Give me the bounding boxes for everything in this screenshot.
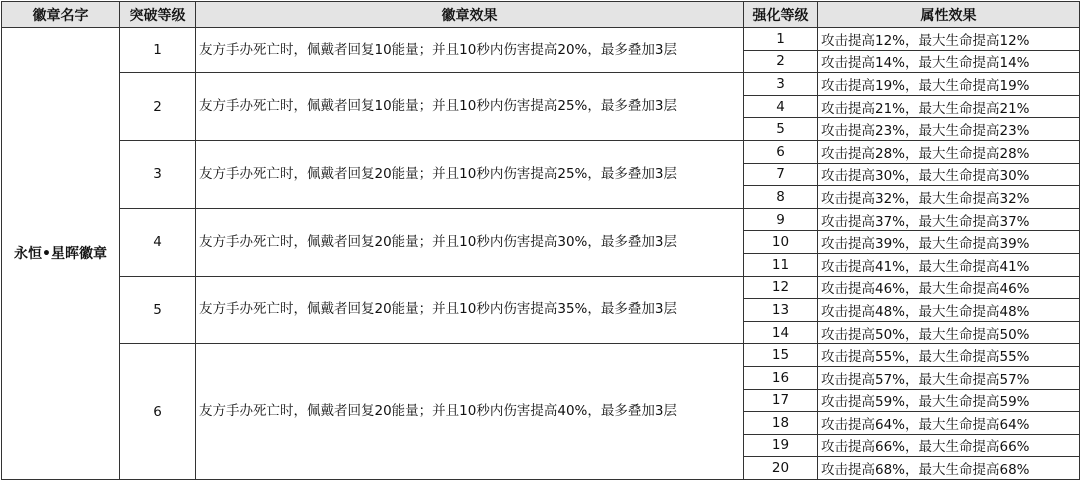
attribute-effect-cell: 攻击提高64%，最大生命提高64% bbox=[818, 412, 1080, 435]
breakthrough-level-cell: 2 bbox=[120, 73, 196, 141]
badge-table bbox=[1, 1, 1080, 480]
attribute-effect-cell: 攻击提高68%，最大生命提高68% bbox=[818, 457, 1080, 480]
header-badge-name: 徽章名字 bbox=[2, 2, 120, 28]
attribute-effect-cell: 攻击提高32%，最大生命提高32% bbox=[818, 186, 1080, 209]
enhance-level-cell: 14 bbox=[744, 321, 818, 344]
enhance-level-cell: 15 bbox=[744, 344, 818, 367]
enhance-level-cell: 8 bbox=[744, 186, 818, 209]
attribute-effect-cell: 攻击提高46%，最大生命提高46% bbox=[818, 276, 1080, 299]
enhance-level-cell: 13 bbox=[744, 299, 818, 322]
enhance-level-cell: 18 bbox=[744, 412, 818, 435]
enhance-level-cell: 3 bbox=[744, 73, 818, 96]
badge-effect-cell: 友方手办死亡时，佩戴者回复20能量；并且10秒内伤害提高25%，最多叠加3层 bbox=[196, 140, 744, 208]
attribute-effect-cell: 攻击提高23%，最大生命提高23% bbox=[818, 118, 1080, 141]
header-attribute: 属性效果 bbox=[818, 2, 1080, 28]
breakthrough-level-cell: 5 bbox=[120, 276, 196, 344]
badge-effect-cell: 友方手办死亡时，佩戴者回复20能量；并且10秒内伤害提高35%，最多叠加3层 bbox=[196, 276, 744, 344]
table-body bbox=[2, 28, 1080, 480]
attribute-effect-cell: 攻击提高50%，最大生命提高50% bbox=[818, 321, 1080, 344]
enhance-level-cell: 17 bbox=[744, 389, 818, 412]
table-row bbox=[2, 208, 1080, 231]
header-breakthrough: 突破等级 bbox=[120, 2, 196, 28]
attribute-effect-cell: 攻击提高30%，最大生命提高30% bbox=[818, 163, 1080, 186]
table-row bbox=[2, 276, 1080, 299]
enhance-level-cell: 16 bbox=[744, 366, 818, 389]
attribute-effect-cell: 攻击提高12%，最大生命提高12% bbox=[818, 28, 1080, 51]
enhance-level-cell: 5 bbox=[744, 118, 818, 141]
table-row bbox=[2, 73, 1080, 96]
attribute-effect-cell: 攻击提高19%，最大生命提高19% bbox=[818, 73, 1080, 96]
header-enhance: 强化等级 bbox=[744, 2, 818, 28]
badge-effect-cell: 友方手办死亡时，佩戴者回复10能量；并且10秒内伤害提高25%，最多叠加3层 bbox=[196, 73, 744, 141]
enhance-level-cell: 19 bbox=[744, 434, 818, 457]
breakthrough-level-cell: 1 bbox=[120, 28, 196, 73]
attribute-effect-cell: 攻击提高14%，最大生命提高14% bbox=[818, 50, 1080, 73]
enhance-level-cell: 6 bbox=[744, 140, 818, 163]
attribute-effect-cell: 攻击提高48%，最大生命提高48% bbox=[818, 299, 1080, 322]
attribute-effect-cell: 攻击提高55%，最大生命提高55% bbox=[818, 344, 1080, 367]
attribute-effect-cell: 攻击提高41%，最大生命提高41% bbox=[818, 253, 1080, 276]
header-row bbox=[2, 2, 1080, 28]
badge-effect-cell: 友方手办死亡时，佩戴者回复20能量；并且10秒内伤害提高30%，最多叠加3层 bbox=[196, 208, 744, 276]
enhance-level-cell: 1 bbox=[744, 28, 818, 51]
attribute-effect-cell: 攻击提高59%，最大生命提高59% bbox=[818, 389, 1080, 412]
attribute-effect-cell: 攻击提高28%，最大生命提高28% bbox=[818, 140, 1080, 163]
breakthrough-level-cell: 4 bbox=[120, 208, 196, 276]
table-row bbox=[2, 28, 1080, 51]
attribute-effect-cell: 攻击提高37%，最大生命提高37% bbox=[818, 208, 1080, 231]
enhance-level-cell: 11 bbox=[744, 253, 818, 276]
enhance-level-cell: 10 bbox=[744, 231, 818, 254]
attribute-effect-cell: 攻击提高57%，最大生命提高57% bbox=[818, 366, 1080, 389]
badge-effect-cell: 友方手办死亡时，佩戴者回复10能量；并且10秒内伤害提高20%，最多叠加3层 bbox=[196, 28, 744, 73]
breakthrough-level-cell: 6 bbox=[120, 344, 196, 480]
table-row bbox=[2, 344, 1080, 367]
attribute-effect-cell: 攻击提高21%，最大生命提高21% bbox=[818, 95, 1080, 118]
table-row bbox=[2, 140, 1080, 163]
attribute-effect-cell: 攻击提高66%，最大生命提高66% bbox=[818, 434, 1080, 457]
breakthrough-level-cell: 3 bbox=[120, 140, 196, 208]
enhance-level-cell: 20 bbox=[744, 457, 818, 480]
enhance-level-cell: 7 bbox=[744, 163, 818, 186]
enhance-level-cell: 9 bbox=[744, 208, 818, 231]
badge-effect-cell: 友方手办死亡时，佩戴者回复20能量；并且10秒内伤害提高40%，最多叠加3层 bbox=[196, 344, 744, 480]
badge-name-cell: 永恒•星晖徽章 bbox=[2, 28, 120, 480]
enhance-level-cell: 2 bbox=[744, 50, 818, 73]
header-effect: 徽章效果 bbox=[196, 2, 744, 28]
attribute-effect-cell: 攻击提高39%，最大生命提高39% bbox=[818, 231, 1080, 254]
enhance-level-cell: 12 bbox=[744, 276, 818, 299]
enhance-level-cell: 4 bbox=[744, 95, 818, 118]
